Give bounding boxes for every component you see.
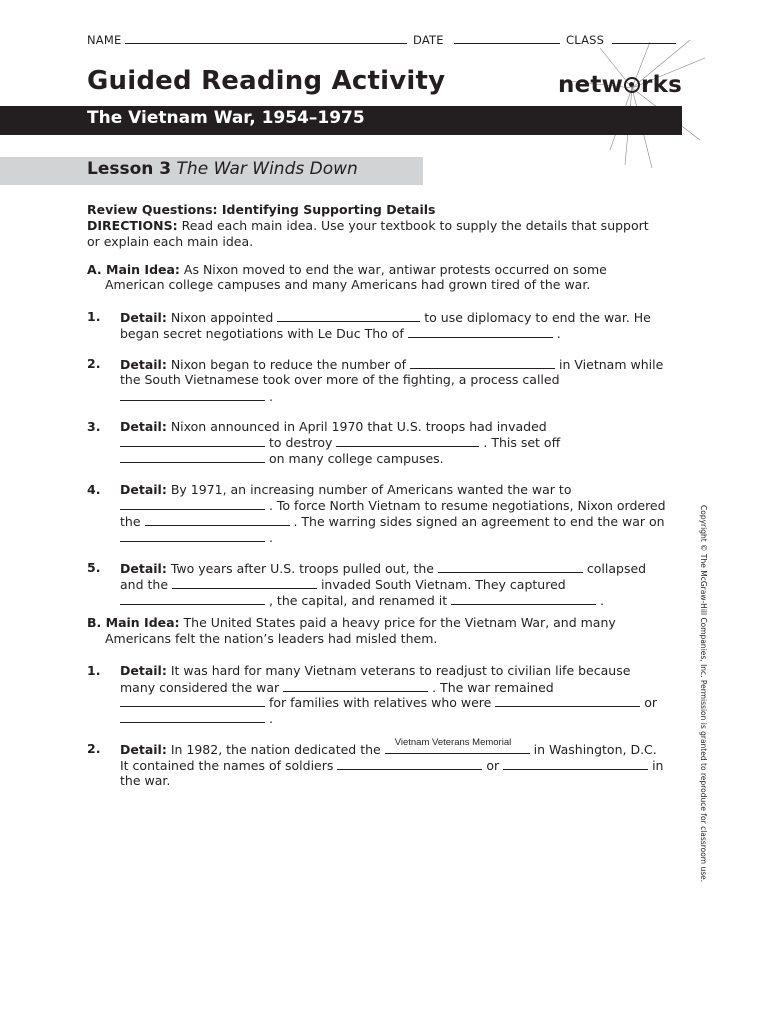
page-title: Guided Reading Activity — [87, 66, 446, 96]
handwritten-answer: Vietnam Veterans Memorial — [394, 737, 512, 748]
answer-blank[interactable] — [438, 560, 583, 573]
a3-line-3: on many college campuses. — [120, 450, 444, 467]
a5-line-2: and the invaded South Vietnam. They captured — [120, 577, 566, 592]
a4-line-2: . To force North Vietnam to resume negotiations, Nixon ordered — [120, 497, 666, 514]
b1-line-3: for families with relatives who were or — [120, 694, 657, 711]
item-number: 2. — [87, 741, 101, 756]
a5-line-1: Detail: Two years after U.S. troops pulled out, the collapsed — [120, 561, 647, 576]
answer-blank[interactable] — [120, 710, 265, 723]
name-field[interactable] — [87, 33, 407, 47]
answer-blank[interactable] — [120, 388, 265, 401]
b2-line-2: It contained the names of soldiers or in — [120, 758, 664, 773]
a1-line-1: Detail: Nixon appointed to use diplomacy to end the war. He — [120, 310, 651, 325]
review-heading: Review Questions: Identifying Supporting Details — [87, 202, 436, 217]
name-blank[interactable] — [125, 33, 407, 44]
answer-blank[interactable] — [120, 450, 265, 463]
answer-blank[interactable] — [277, 309, 420, 322]
answer-blank[interactable] — [337, 757, 482, 770]
answer-blank[interactable] — [145, 513, 290, 526]
b1-line-4: . — [120, 710, 273, 727]
answer-blank[interactable] — [172, 576, 317, 589]
date-field[interactable] — [413, 33, 560, 47]
b2-line-3: the war. — [120, 773, 171, 788]
answer-blank[interactable] — [451, 592, 596, 605]
answer-blank[interactable] — [120, 497, 265, 510]
a2-line-2: the South Vietnamese took over more of the fighting, a process called — [120, 372, 560, 387]
answer-blank[interactable] — [410, 356, 555, 369]
lesson-label: Lesson 3 — [87, 159, 172, 179]
main-idea-b-line-2: Americans felt the nation’s leaders had misled them. — [105, 631, 438, 646]
a5-line-3: , the capital, and renamed it . — [120, 592, 604, 609]
a4-line-1: Detail: By 1971, an increasing number of Americans wanted the war to — [120, 482, 572, 497]
a1-line-2: began secret negotiations with Le Duc Tho of . — [120, 326, 561, 341]
directions-line-1: DIRECTIONS: Read each main idea. Use your textbook to supply the details that support — [87, 218, 649, 233]
answer-blank-filled[interactable] — [385, 737, 530, 754]
logo-o-icon — [624, 77, 640, 93]
copyright-notice: Copyright © The McGraw-Hill Companies, Inc. Permission is granted to reproduce for classroom use. — [699, 505, 708, 883]
answer-blank[interactable] — [120, 529, 265, 542]
banner-title: The Vietnam War, 1954–1975 — [87, 108, 365, 128]
a3-line-1: Detail: Nixon announced in April 1970 that U.S. troops had invaded — [120, 419, 547, 434]
a2-line-1: Detail: Nixon began to reduce the number of in Vietnam while — [120, 357, 664, 372]
answer-blank[interactable] — [408, 325, 553, 338]
answer-blank[interactable] — [336, 434, 479, 447]
lesson-title — [87, 159, 358, 179]
main-idea-a-line-2: American college campuses and many Americans had grown tired of the war. — [105, 277, 591, 292]
b2-line-1: Detail: In 1982, the nation dedicated the Vietnam Veterans Memorial in Washington, D.C. — [120, 737, 657, 757]
a4-line-3: the . The warring sides signed an agreement to end the war on — [120, 514, 665, 529]
item-number: 4. — [87, 482, 101, 497]
a3-line-2: to destroy . This set off — [120, 434, 560, 451]
answer-blank[interactable] — [120, 592, 265, 605]
b1-line-1: Detail: It was hard for many Vietnam veterans to readjust to civilian life because — [120, 663, 631, 678]
item-number: 2. — [87, 356, 101, 371]
main-idea-b-line-1: B. Main Idea: The United States paid a heavy price for the Vietnam War, and many — [87, 615, 616, 630]
item-number: 1. — [87, 309, 101, 324]
lesson-name: The War Winds Down — [176, 159, 358, 179]
answer-blank[interactable] — [503, 757, 648, 770]
item-number: 1. — [87, 663, 101, 678]
class-label: CLASS — [566, 33, 605, 47]
b1-line-2: many considered the war . The war remained — [120, 680, 554, 695]
item-number: 5. — [87, 560, 101, 575]
answer-blank[interactable] — [120, 694, 265, 707]
answer-blank[interactable] — [495, 694, 640, 707]
a2-line-3: . — [120, 388, 273, 405]
answer-blank[interactable] — [120, 434, 265, 447]
a4-line-4: . — [120, 529, 273, 546]
date-label: DATE — [413, 33, 444, 47]
item-number: 3. — [87, 419, 101, 434]
logo-burst-icon — [540, 40, 710, 170]
answer-blank[interactable] — [283, 679, 428, 692]
main-idea-a-line-1: A. Main Idea: As Nixon moved to end the war, antiwar protests occurred on some — [87, 262, 607, 277]
networks-logo: netw rks — [558, 72, 682, 98]
directions-line-2: or explain each main idea. — [87, 234, 254, 249]
name-label: NAME — [87, 33, 122, 47]
